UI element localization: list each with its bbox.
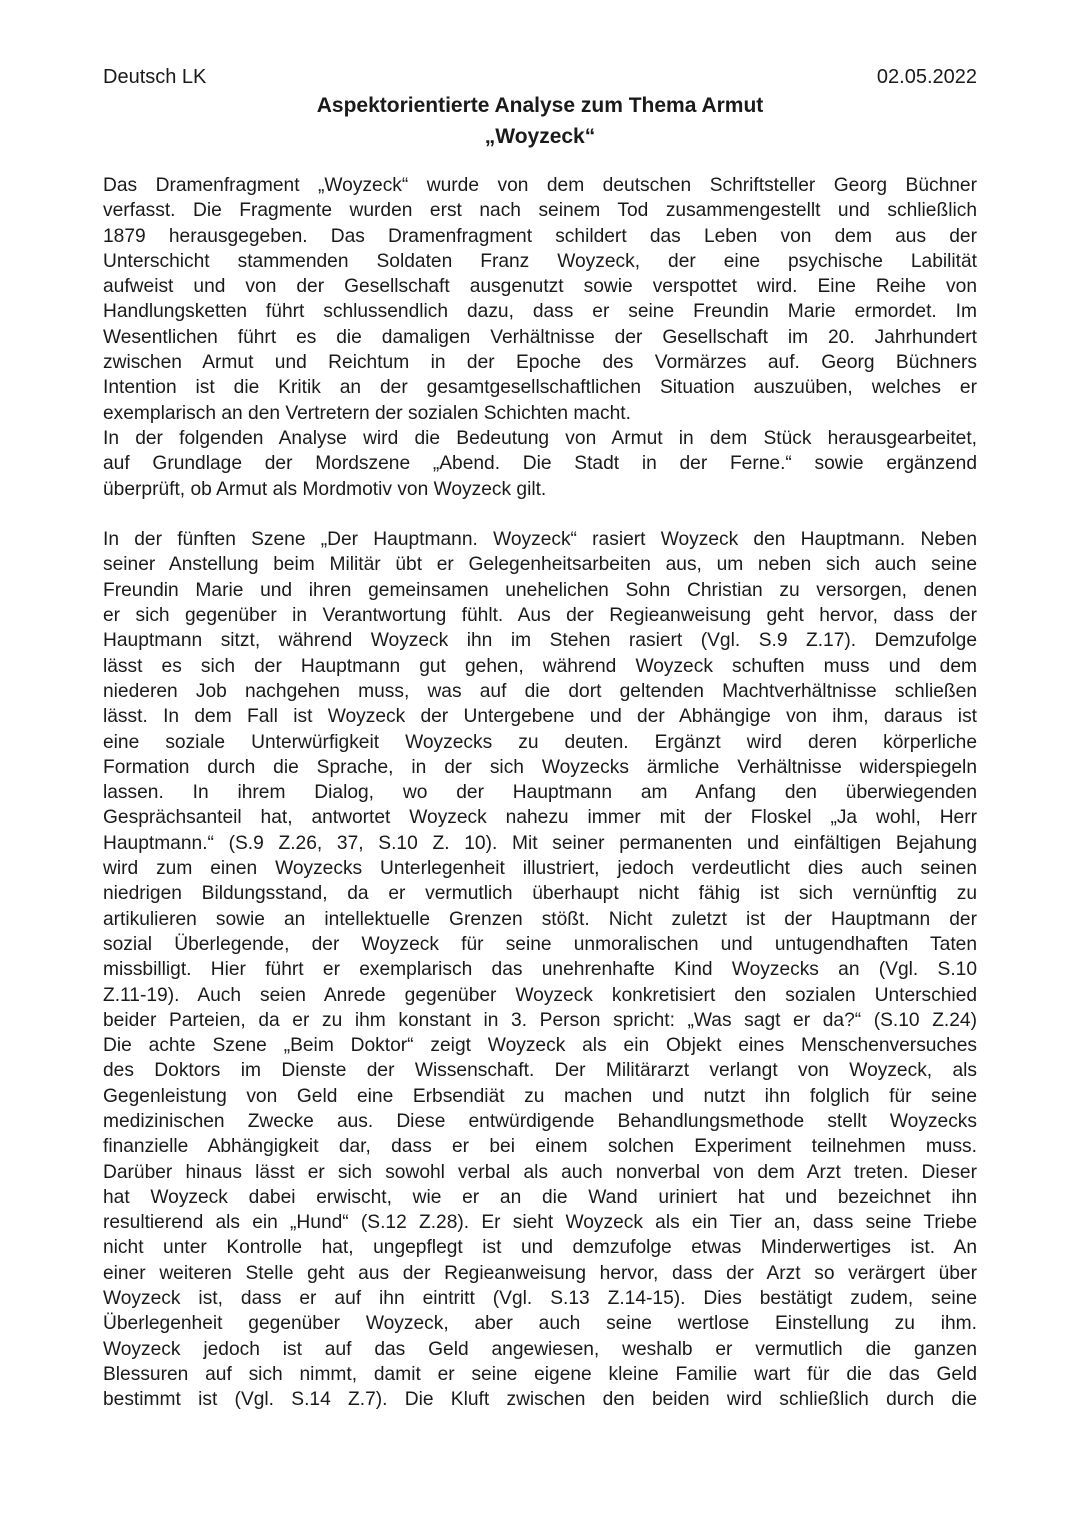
text-line: eine soziale Unterwürfigkeit Woyzecks zu deuten. Ergänzt wird deren körperliche <box>103 731 977 753</box>
text-line: aufweist und von der Gesellschaft ausgenutzt sowie verspottet wird. Eine Reihe von <box>103 276 977 298</box>
text-line: Handlungsketten führt schlussendlich dazu, dass er seine Freundin Marie ermordet. Im <box>103 301 977 323</box>
text-line: Freundin Marie und ihren gemeinsamen unehelichen Sohn Christian zu versorgen, denen <box>103 579 977 601</box>
text-line: hat Woyzeck dabei erwischt, wie er an die Wand uriniert hat und bezeichnet ihn <box>103 1186 977 1208</box>
title-line-1: Aspektorientierte Analyse zum Thema Armut <box>316 94 764 117</box>
text-line: Darüber hinaus lässt er sich sowohl verbal als auch nonverbal von dem Arzt treten. Dieser <box>103 1161 977 1183</box>
text-line: exemplarisch an den Vertretern der sozialen Schichten macht. <box>103 402 631 424</box>
text-line: niederen Job nachgehen muss, was auf die dort geltenden Machtverhältnisse schließen <box>103 680 977 702</box>
title-line-2: „Woyzeck“ <box>484 125 596 148</box>
text-line: Woyzeck ist, dass er auf ihn eintritt (Vgl. S.13 Z.14-15). Dies bestätigt zudem, seine <box>103 1288 977 1310</box>
text-line: seiner Anstellung beim Militär übt er Gelegenheitsarbeiten aus, um neben sich auch seine <box>103 554 977 576</box>
text-line: 1879 herausgegeben. Das Dramenfragment schildert das Leben von dem aus der <box>103 225 977 247</box>
text-line: verfasst. Die Fragmente wurden erst nach seinem Tod zusammengestellt und schließlich <box>103 200 977 222</box>
text-line: lässt es sich der Hauptmann gut gehen, während Woyzeck schuften muss und dem <box>103 655 977 677</box>
text-line: Hauptmann.“ (S.9 Z.26, 37, S.10 Z. 10). Mit seiner permanenten und einfältigen Bejahung <box>103 832 977 854</box>
text-line: auf Grundlage der Mordszene „Abend. Die Stadt in der Ferne.“ sowie ergänzend <box>103 453 977 475</box>
text-line: missbilligt. Hier führt er exemplarisch das unehrenhafte Kind Woyzecks an (Vgl. S.10 <box>103 959 977 981</box>
text-line: Blessuren auf sich nimmt, damit er seine eigene kleine Familie wart für die das Geld <box>103 1363 977 1385</box>
text-line: lässt. In dem Fall ist Woyzeck der Untergebene und der Abhängige von ihm, daraus ist <box>103 706 977 728</box>
text-line: beider Parteien, da er zu ihm konstant in 3. Person spricht: „Was sagt er da?“ (S.10 Z.24) <box>103 1009 977 1031</box>
text-line: des Doktors im Dienste der Wissenschaft. Der Militärarzt verlangt von Woyzeck, als <box>103 1060 977 1082</box>
text-line: In der fünften Szene „Der Hauptmann. Woyzeck“ rasiert Woyzeck den Hauptmann. Neben <box>103 529 977 551</box>
paragraph-main-analysis <box>103 527 977 1412</box>
subject-label: Deutsch LK <box>103 66 207 88</box>
paragraph-spacer <box>103 502 977 527</box>
text-line: Formation durch die Sprache, in der sich Woyzecks ärmliche Verhältnisse widerspiegeln <box>103 756 977 778</box>
text-line: medizinischen Zwecke aus. Diese entwürdigende Behandlungsmethode stellt Woyzecks <box>103 1110 977 1132</box>
text-line: nicht unter Kontrolle hat, ungepflegt ist und demzufolge etwas Minderwertiges ist. An <box>103 1237 977 1259</box>
text-line: niedrigen Bildungsstand, da er vermutlich überhaupt nicht fähig ist sich vernünftig zu <box>103 883 977 905</box>
document-header <box>103 64 977 90</box>
text-line: zwischen Armut und Reichtum in der Epoche des Vormärzes auf. Georg Büchners <box>103 352 977 374</box>
text-line: artikulieren sowie an intellektuelle Grenzen stößt. Nicht zuletzt ist der Hauptmann der <box>103 908 977 930</box>
text-line: Überlegenheit gegenüber Woyzeck, aber auch seine wertlose Einstellung zu ihm. <box>103 1313 977 1335</box>
text-line: Wesentlichen führt es die damaligen Verhältnisse der Gesellschaft im 20. Jahrhundert <box>103 326 977 348</box>
text-line: sozial Überlegende, der Woyzeck für seine unmoralischen und untugendhaften Taten <box>103 933 977 955</box>
document-title <box>103 90 977 152</box>
text-line: wird zum einen Woyzecks Unterlegenheit illustriert, jedoch verdeutlicht dies auch seinen <box>103 858 977 880</box>
text-line: lassen. In ihrem Dialog, wo der Hauptmann am Anfang den überwiegenden <box>103 782 977 804</box>
text-line: Gegenleistung von Geld eine Erbsendiät zu machen und nutzt ihn folglich für seine <box>103 1085 977 1107</box>
paragraph-analysis-aim <box>103 426 977 502</box>
text-line: Das Dramenfragment „Woyzeck“ wurde von dem deutschen Schriftsteller Georg Büchner <box>103 175 977 196</box>
document-body <box>103 173 977 1413</box>
text-line: Gesprächsanteil hat, antwortet Woyzeck nahezu immer mit der Floskel „Ja wohl, Herr <box>103 807 977 829</box>
text-line: In der folgenden Analyse wird die Bedeutung von Armut in dem Stück herausgearbeitet, <box>103 427 977 449</box>
text-line: Intention ist die Kritik an der gesamtgesellschaftlichen Situation auszuüben, welches er <box>103 377 977 399</box>
text-line: bestimmt ist (Vgl. S.14 Z.7). Die Kluft zwischen den beiden wird schließlich durch die <box>103 1389 977 1411</box>
text-line: Woyzeck jedoch ist auf das Geld angewiesen, weshalb er vermutlich die ganzen <box>103 1338 977 1360</box>
text-line: resultierend als ein „Hund“ (S.12 Z.28). Er sieht Woyzeck als ein Tier an, dass seine Triebe <box>103 1212 977 1234</box>
date-label: 02.05.2022 <box>876 66 977 88</box>
paragraph-introduction <box>103 173 977 426</box>
text-line: einer weiteren Stelle geht aus der Regieanweisung hervor, dass der Arzt so verärgert über <box>103 1262 977 1284</box>
text-line: er sich gegenüber in Verantwortung fühlt. Aus der Regieanweisung geht hervor, dass der <box>103 605 977 627</box>
text-line: Z.11-19). Auch seien Anrede gegenüber Woyzeck konkretisiert den sozialen Unterschied <box>103 984 977 1006</box>
text-line: finanzielle Abhängigkeit dar, dass er bei einem solchen Experiment teilnehmen muss. <box>103 1136 977 1158</box>
text-line: Hauptmann sitzt, während Woyzeck ihn im Stehen rasiert (Vgl. S.9 Z.17). Demzufolge <box>103 630 977 652</box>
text-line: Die achte Szene „Beim Doktor“ zeigt Woyzeck als ein Objekt eines Menschenversuches <box>103 1035 977 1057</box>
text-line: überprüft, ob Armut als Mordmotiv von Woyzeck gilt. <box>103 478 547 500</box>
text-line: Unterschicht stammenden Soldaten Franz Woyzeck, der eine psychische Labilität <box>103 250 977 272</box>
